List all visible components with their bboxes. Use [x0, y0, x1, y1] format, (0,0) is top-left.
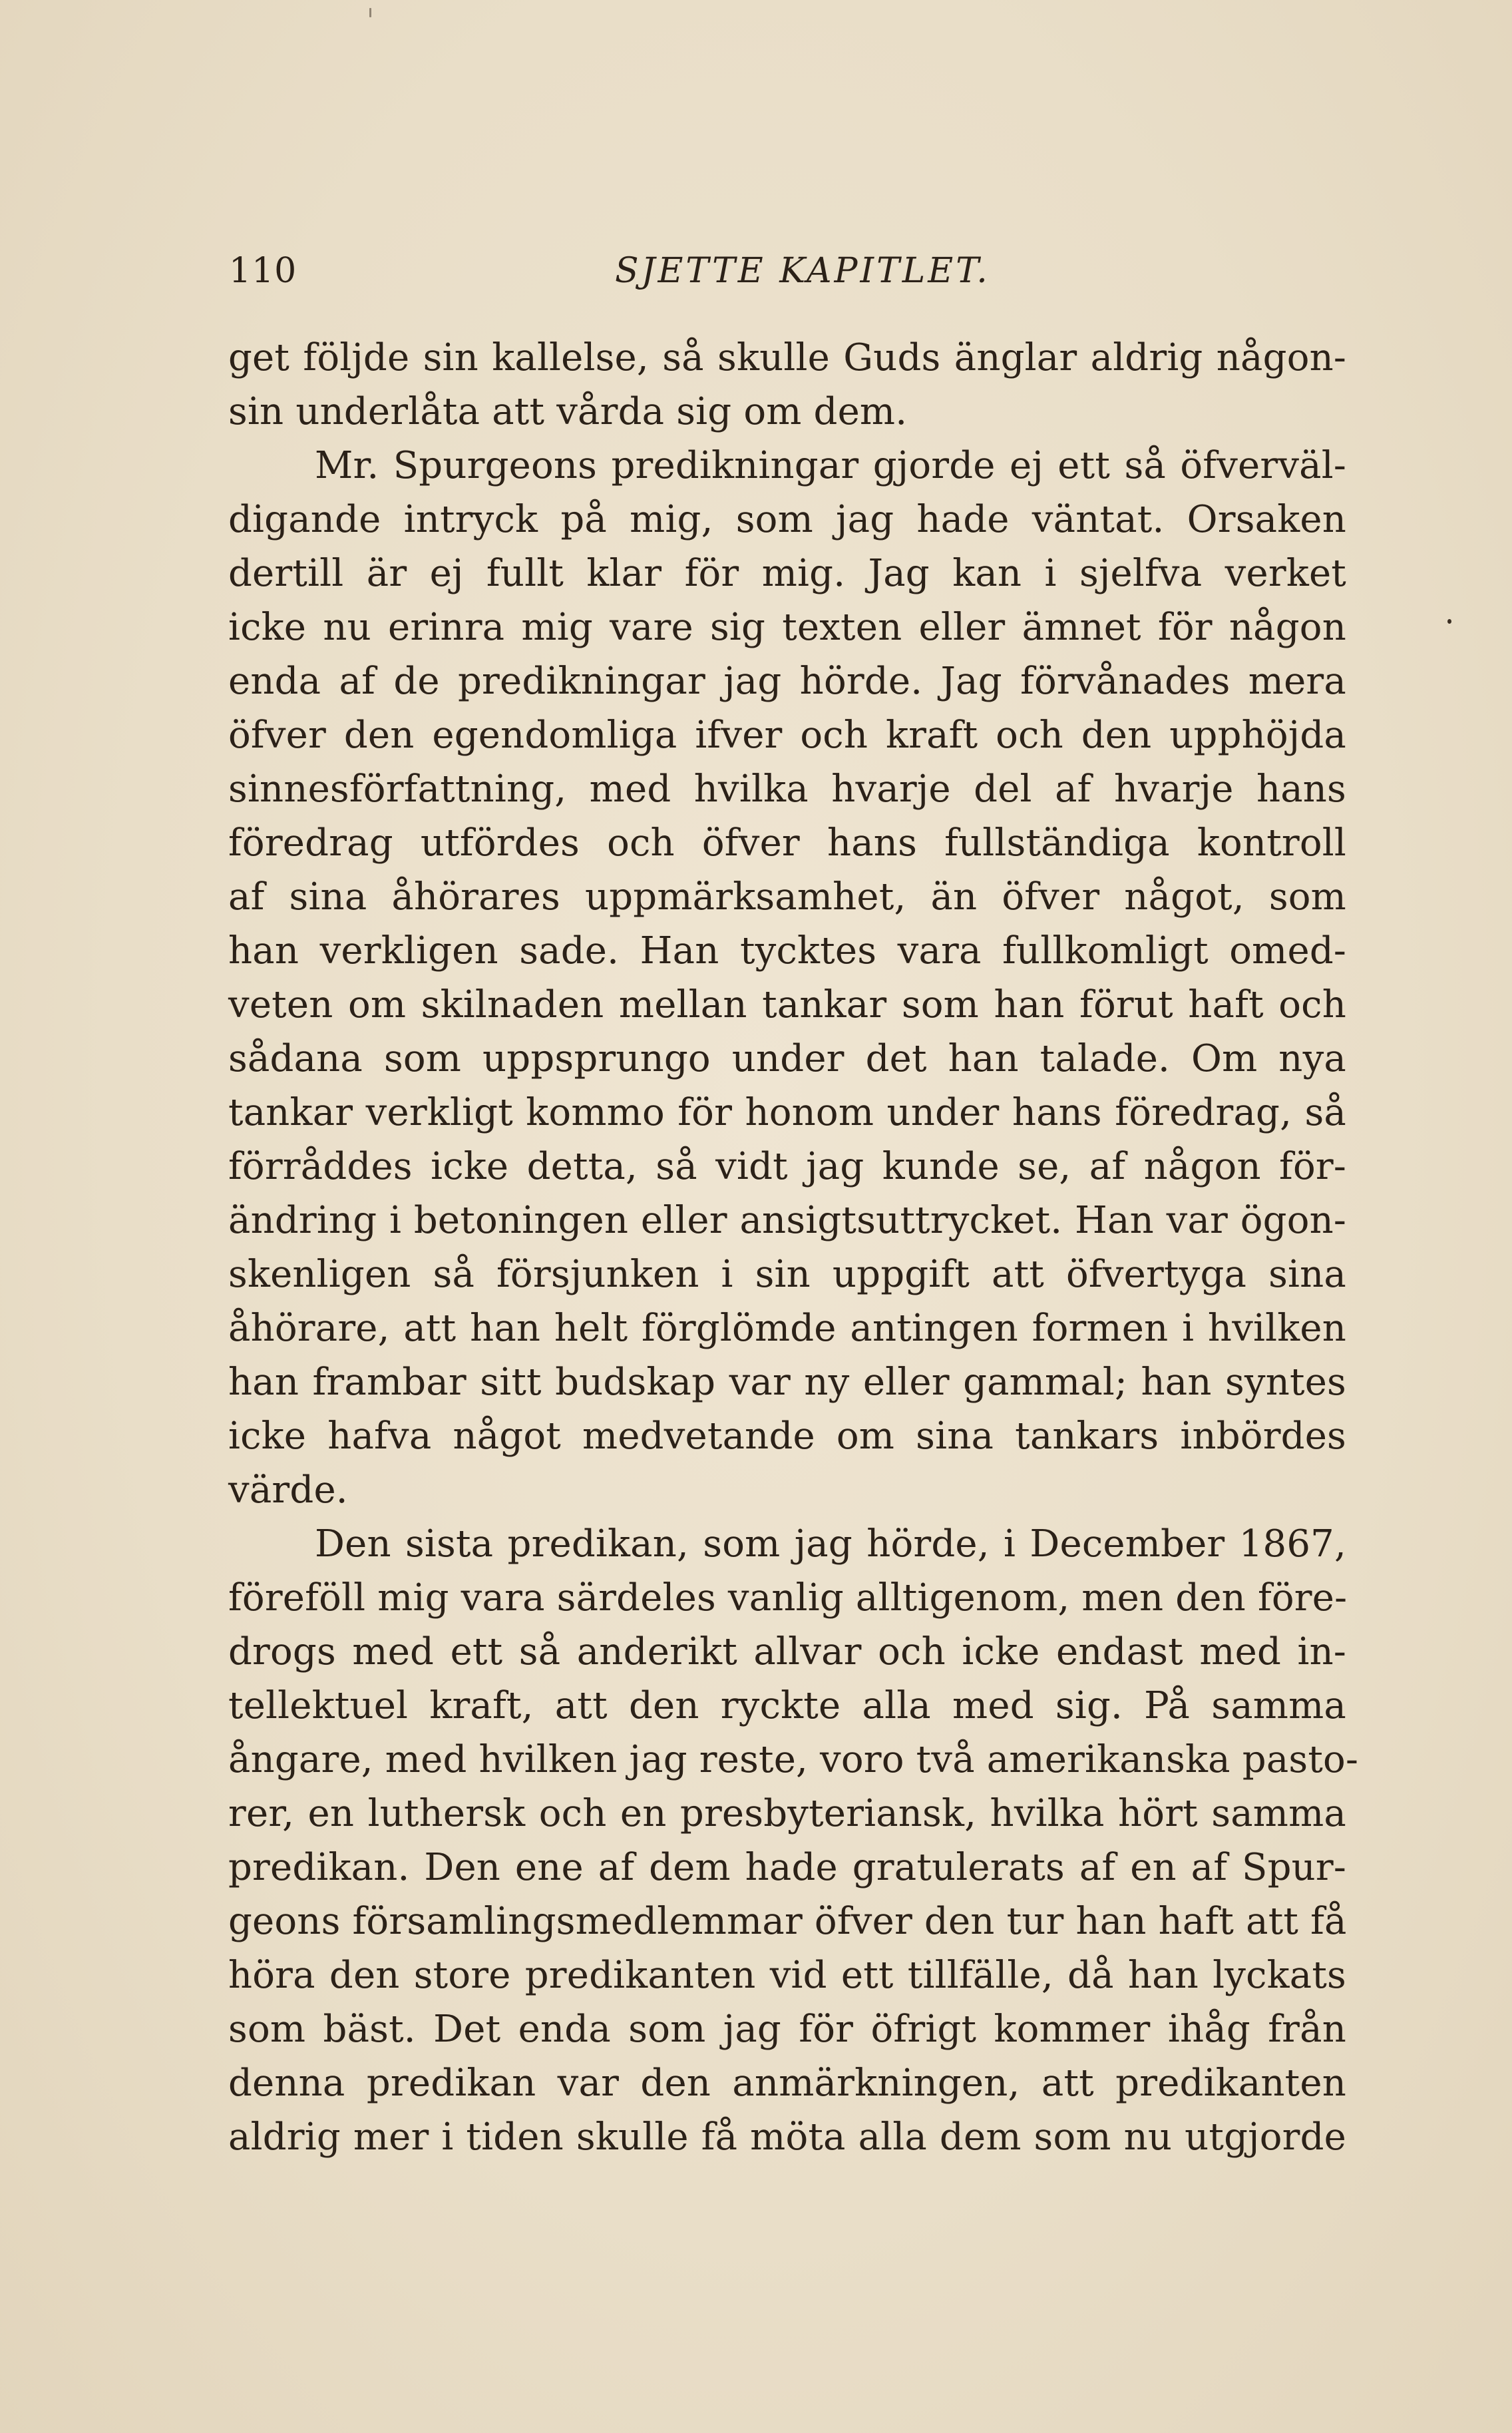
text-line: tellektuel kraft, att den ryckte alla med sig. På samma — [228, 1684, 1346, 1727]
body-text — [228, 331, 1359, 2164]
text-line: föredrag utfördes och öfver hans fullständiga kontroll — [228, 821, 1346, 865]
text-line: sin underlåta att vårda sig om dem. — [228, 390, 908, 433]
text-line: get följde sin kallelse, så skulle Guds änglar aldrig någon- — [228, 336, 1346, 379]
text-line: åhörare, att han helt förglömde antingen formen i hvilken — [228, 1307, 1346, 1350]
text-line: icke hafva något medvetande om sina tankars inbördes — [228, 1415, 1346, 1458]
text-line: han verkligen sade. Han tycktes vara fullkomligt omed- — [228, 929, 1346, 973]
text-line: predikan. Den ene af dem hade gratulerats af en af Spur- — [228, 1846, 1346, 1889]
text-line: som bäst. Det enda som jag för öfrigt kommer ihåg från — [228, 2008, 1346, 2051]
text-line: digande intryck på mig, som jag hade väntat. Orsaken — [228, 498, 1346, 541]
paper-speck — [1447, 619, 1451, 624]
text-line: drogs med ett så anderikt allvar och icke endast med in- — [228, 1630, 1346, 1673]
text-line: Den sista predikan, som jag hörde, i December 1867, — [315, 1522, 1346, 1566]
text-line: veten om skilnaden mellan tankar som han förut haft och — [228, 983, 1346, 1026]
text-line: öfver den egendomliga ifver och kraft och den upphöjda — [228, 714, 1346, 757]
text-line: sinnesförfattning, med hvilka hvarje del af hvarje hans — [228, 768, 1346, 811]
text-line: aldrig mer i tiden skulle få möta alla dem som nu utgjorde — [228, 2115, 1346, 2159]
text-line: tankar verkligt kommo för honom under hans föredrag, så — [228, 1091, 1346, 1134]
text-line: skenligen så försjunken i sin uppgift att öfvertyga sina — [228, 1253, 1346, 1296]
text-line: Mr. Spurgeons predikningar gjorde ej ett så öfverväl- — [315, 444, 1346, 487]
text-line: föreföll mig vara särdeles vanlig alltigenom, men den före- — [228, 1576, 1348, 1620]
text-line: af sina åhörares uppmärksamhet, än öfver något, som — [228, 875, 1346, 919]
page-number: 110 — [229, 251, 297, 291]
text-line: enda af de predikningar jag hörde. Jag förvånades mera — [228, 660, 1346, 703]
text-line: denna predikan var den anmärkningen, att predikanten — [228, 2062, 1346, 2105]
text-line: ändring i betoningen eller ansigtsuttrycket. Han var ögon- — [228, 1199, 1346, 1242]
text-line: sådana som uppsprungo under det han talade. Om nya — [228, 1037, 1346, 1080]
text-line: ångare, med hvilken jag reste, voro två amerikanska pasto- — [228, 1738, 1359, 1781]
text-line: geons församlingsmedlemmar öfver den tur han haft att få — [228, 1900, 1347, 1943]
page-header — [229, 248, 1347, 294]
text-line: dertill är ej fullt klar för mig. Jag kan i sjelfva verket — [228, 552, 1346, 595]
running-head: SJETTE KAPITLET. — [615, 251, 990, 291]
text-line: rer, en luthersk och en presbyteriansk, hvilka hört samma — [228, 1792, 1346, 1835]
text-line: icke nu erinra mig vare sig texten eller ämnet för någon — [228, 606, 1346, 649]
paper-speck — [369, 8, 371, 17]
text-line: han frambar sitt budskap var ny eller gammal; han syntes — [228, 1361, 1346, 1404]
text-line: värde. — [228, 1468, 348, 1512]
text-line: förråddes icke detta, så vidt jag kunde se, af någon för- — [228, 1145, 1346, 1188]
text-line: höra den store predikanten vid ett tillfälle, då han lyckats — [228, 1954, 1346, 1997]
